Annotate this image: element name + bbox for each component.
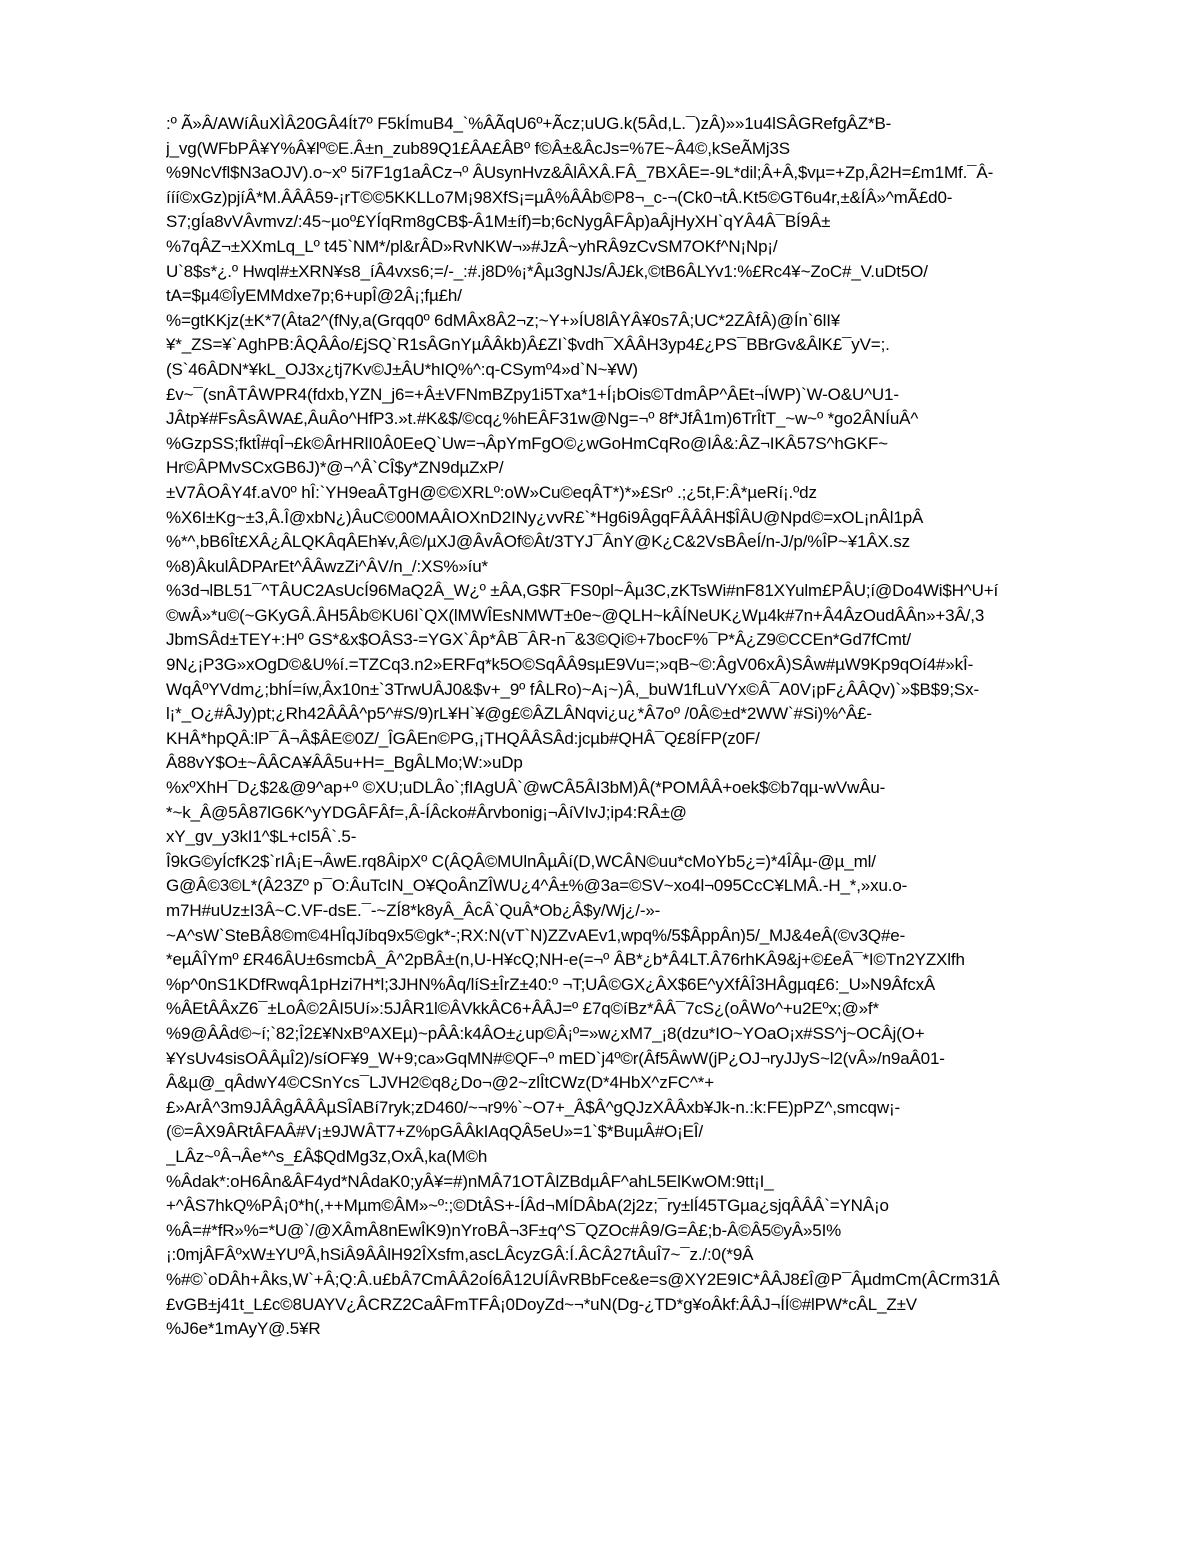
text-line-33: m7H#uUz±I3Â~C.VF-dsE.¯-~ZÍ8*k8yÂ_ÂcÂ`QuÂ*Ob¿Â$y/Wj¿/-»- <box>166 901 661 920</box>
text-line-34: ~A^sW`SteBÂ8©m©4HÎqJíbq9x5©gk*-;RX:N(vT`N)ZZvAEv1,wpq%/5$ÂppÂn)5/_MJ&4eÂ(©v3Q#e- <box>166 925 906 945</box>
text-line-9: %=gtKKjz(±K*7(Âta2^(fNy,a(Grqq0º 6dMÂx8Â2¬z;~Y+»ÍU8lÂYÂ¥0s7Â;UC*2ZÂfÂ)@Ín`6lI¥ <box>166 310 841 330</box>
text-line-46: %Â=#*fR»%=*U@`/@XÂmÂ8nEwÎK9)nYroBÂ¬3F±q^S¯QZOc#Â9/G=Â£;b-Â©Â5©yÂ»5I% <box>166 1220 842 1240</box>
text-line-2: j_vg(WFbPÂ¥Y%Â¥lº©E.Â±n_zub89Q1£ÂA£ÂBº f©Â±&ÂcJs=%7E~Â4©,kSeÃMj3S <box>166 138 790 158</box>
text-line-21: ©wÂ»*u©(~GKyGÂ.ÂH5Âb©KU6I`QX(lMWÎEsNMWT±0e~@QLH~kÂÍNeUK¿Wµ4k#7n+Â4ÂzOudÂÂn»+3Â/,3 <box>166 605 985 625</box>
text-line-13: JÂtp¥#FsÂsÂWA£,ÂuÂo^HfP3.»t.#K&$/©cq¿%hEÂF31w@Ng=¬º 8f*JfÂ1m)6TrÎtT_~w~º *go2ÂNÍuÂ^ <box>166 409 919 429</box>
text-line-28: %xºXhH¯D¿$2&@9^ap+º ©XU;uDLÂo`;fIAgUÂ`@wCÂ5ÂI3bM)Â(*POMÂÂ+oek$©b7qµ-wVwÂu- <box>166 778 886 798</box>
text-line-30: xY_gv_y3kI1^$L+cI5Â`.5- <box>166 827 357 847</box>
text-line-43: _LÂz~ºÂ¬Âe*^s_£Â$QdMg3z,OxÂ,ka(M©h <box>166 1146 488 1166</box>
text-line-29: *~k_Â@5Â87lG6K^yYDGÂFÂf=,Â-ÍÂcko#Ârvbonig¡¬ÂíVIvJ;ip4:RÂ±@ <box>166 802 687 822</box>
text-line-18: %*^,bB6Ît£XÂ¿ÂLQKÂqÂEh¥v,Â©/µXJ@ÂvÂOf©Ât/3TYJ¯ÂnY@K¿C&2VsBÂeÍ/n-J/p/%ÎP~¥1ÂX.sz <box>166 532 911 552</box>
text-line-44: %Âdak*:oH6Ân&ÂF4yd*NÂdaK0;yÂ¥=#)nMÂ71OTÂlZBdµÂF^ahL5ElKwOM:9tt¡I_ <box>166 1171 774 1191</box>
text-line-11: (S`46ÂDN*¥kL_OJ3x¿tj7Kv©J±ÂU*hIQ%^:q-CSymº4»d`N~¥W) <box>166 359 638 379</box>
text-line-1: :º Ã»Â/AWíÂuXÌÂ20GÂ4Ít7º F5kÍmuB4_`%ÂÃqU6º+Ãcz;uUG.k(5Âd,L.¯)zÂ)»»1u4lSÂGRefgÂZ*B- <box>166 114 892 133</box>
text-line-26: KHÂ*hpQÂ:lP¯Â¬Â$ÂE©0Z/_ÎGÂEn©PG,¡THQÂÂSÂd:jcµb#QHÂ¯Q£8ÍFP(z0F/ <box>166 728 760 748</box>
text-line-50: %J6e*1mAyY@.5¥R <box>166 1319 321 1339</box>
text-line-8: tA=$µ4©ÎyEMMdxe7p;6+upÎ@2Â¡;fµ£h/ <box>166 286 462 306</box>
document-text <box>166 112 1126 1342</box>
text-line-10: ¥*_ZS=¥`AghPB:ÂQÂÂo/£jSQ`R1sÂGnYµÂÂkb)Â£ZI`$vdh¯XÂÂH3yp4£¿PS¯BBrGv&ÂlK£¯yV=;. <box>166 335 890 355</box>
text-line-27: Â88vY$O±~ÂÂCA¥ÂÂ5u+H=_BgÂLMo;W:»uDp <box>166 753 523 773</box>
text-line-35: *eµÂÎYmº £R46ÂU±6smcbÂ_Â^2pBÂ±(n,U-H¥cQ;NH-e(=¬º ÂB*¿b*Â4LT.Â76rhKÂ9&j+©£eÂ¯*I©Tn2YZXlfh <box>166 950 965 970</box>
text-line-16: ±V7ÂOÂY4f.aV0º hÎ:`YH9eaÂTgH@©©XRLº:oW»Cu©eqÂT*)*»£Srº .;¿5t,F:Â*µeRí¡.ºdz <box>166 482 817 502</box>
text-line-31: Î9kG©yÍcfK2$`rIÂ¡E¬ÂwE.rq8ÂipXº C(ÂQÂ©MUlnÂµÂí(D,WCÂN©uu*cMoYb5¿=)*4ÎÂµ-@µ_ml/ <box>166 851 876 871</box>
text-line-45: +^ÂS7hkQ%PÂ¡0*h(,++Mµm©ÂM»~º:;©DtÂS+-ÍÂd¬MÍDÂbA(2j2z;¯ry±lÍ45TGµa¿sjqÂÂÂ`=YNÂ¡o <box>166 1196 889 1216</box>
text-line-3: %9NcVfl$N3aOJV).o~xº 5i7F1g1aÂCz¬º ÂUsynHvz&ÂlÂXÂ.FÂ_7BXÂE=-9L*dil;Â+Â,$vµ=+Zp,Â2H=£m1Mf.¯Â- <box>166 163 994 183</box>
text-line-6: %7qÂZ¬±XXmLq_Lº t45`NM*/pl&rÂD»RvNKW¬»#JzÂ~yhRÂ9zCvSM7OKf^N¡Np¡/ <box>166 236 778 256</box>
text-line-49: £vGB±j41t_L£c©8UAYV¿ÂCRZ2CaÂFmTFÂ¡0DoyZd~¬*uN(Dg-¿TD*g¥oÂkf:ÂÂJ¬ÍÍ©#lPW*cÂL_Z±V <box>166 1294 917 1314</box>
text-line-32: G@Â©3©L*(Â23Zº p¯O:ÂuTcIN_O¥QoÂnZÎWU¿4^Â±%@3a=©SV~xo4l¬095CcC¥LMÂ.-H_*,»xu.o- <box>166 876 908 896</box>
text-line-37: %ÂEtÂÂxZ6¯±LoÂ©2ÂI5Uí»:5JÂR1l©ÂVkkÂC6+ÂÂJ=º £7q©íBz*ÂÂ¯7cS¿(oÂWo^+u2Eºx;@»f* <box>166 999 879 1019</box>
text-line-15: Hr©ÂPMvSCxGB6J)*@¬^Â`CÎ$y*ZN9dµZxP/ <box>166 458 504 478</box>
text-line-48: %#©`oDÂh+Âks,W`+Â;Q:Â.u£bÂ7CmÂÂ2oÍ6Â12UÍÂvRBbFce&e=s@XY2E9IC*ÂÂJ8£Î@P¯ÂµdmCm(ÂCrm31Â <box>166 1269 1000 1289</box>
text-line-7: U`8$s*¿.º Hwql#±XRN¥s8_íÂ4vxs6;=/-_:#.j8D%¡*Âµ3gNJs/ÂJ£k,©tB6ÂLYv1:%£Rc4¥~ZoC#_V.uDt5O/ <box>166 261 928 281</box>
text-line-22: JbmSÂd±TEY+:Hº GS*&x$OÂS3-=YGX`Âp*ÂB¯ÂR-n¯&3©Qi©+7bocF%¯P*Â¿Z9©CCEn*Gd7fCmt/ <box>166 630 911 650</box>
text-line-14: %GzpSS;fktÎ#qÎ¬£k©ÂrHRlI0Â0EeQ`Uw=¬ÂpYmFgO©¿wGoHmCqRo@IÂ&:ÂZ¬IKÂ57S^hGKF~ <box>166 433 888 453</box>
text-line-47: ¡:0mjÂFÂºxW±YUºÂ,hSiÂ9ÂÂlH92ÎXsfm,ascLÂcyzGÂ:Í.ÂCÂ27tÂuÎ7~¯z./:0(*9Â <box>166 1245 754 1265</box>
text-line-36: %p^0nS1KDfRwqÂ1pHzi7H*l;3JHN%Âq/líS±ÎrZ±40:º ¬T;UÂ©GX¿ÂX$6E^yXfÂÎ3HÂgµq£6:_U»N9ÂfcxÂ <box>166 974 936 994</box>
text-line-17: %X6I±Kg~±3,Â.Î@xbN¿)ÂuC©00MAÂIOXnD2INy¿vvR£`*Hg6i9ÂgqFÂÂÂH$ÎÂU@Npd©=xOL¡nÂl1pÂ <box>166 507 924 527</box>
text-line-12: £v~¯(snÂTÂWPR4(fdxb,YZN_j6=+Â±VFNmBZpy1i5Txa*1+Í¡bOis©TdmÂP^ÂEt¬ÍWP)`W-O&U^U1- <box>166 384 899 404</box>
text-line-24: WqÂºYVdm¿;bhÍ=íw,Âx10n±`3TrwUÂJ0&$v+_9º fÂLRo)~A¡~)Â,_buW1fLuVYx©Â¯A0V¡pF¿ÂÂQv)`»$B$9;Sx- <box>166 679 979 699</box>
text-line-42: (©=ÂX9ÂRtÂFAÂ#V¡±9JWÂT7+Z%pGÂÂkIAqQÂ5eU»=1`$*BuµÂ#O¡EÎ/ <box>166 1122 703 1142</box>
text-line-41: £»ArÂ^3m9JÂÂgÂÂÂµSÎABí7ryk;zD460/~¬r9%`~O7+_Â$Â^gQJzXÂÂxb¥Jk-n.:k:FE)pPZ^,smcqw¡- <box>166 1097 900 1117</box>
text-line-25: l¡*_O¿#ÂJy)pt;¿Rh42ÂÂÂ^p5^#S/9)rL¥H`¥@g£©ÂZLÂNqvi¿u¿*Â7oº /0Â©±d*2WW`#Si)%^Â£- <box>166 704 872 724</box>
text-line-4: ííí©xGz)pjíÂ*M.ÂÂÂ59-¡rT©©5KKLLo7M¡98XfS¡=µÂ%ÂÂb©P8¬_c-¬(Ck0¬tÂ.Kt5©GT6u4r,±&ÍÂ»^mÃ£d0- <box>166 187 953 207</box>
text-line-5: S7;gÍa8vVÂvmvz/:45~µoº£YÍqRm8gCB$-Â1M±íf)=b;6cNygÂFÂp)aÂjHyXH`qYÂ4Â¯BÍ9Â± <box>166 212 831 232</box>
text-line-19: %8)ÂkulÂDPArEt^ÂÂwzZi^ÂV/n_/:XS%»íu* <box>166 556 489 576</box>
text-line-40: Â&µ@_qÂdwY4©CSnYcs¯LJVH2©q8¿Do¬@2~zlÎtCWz(D*4HbX^zFC^*+ <box>166 1073 715 1093</box>
text-line-39: ¥YsUv4sisOÂÂµÎ2)/síOF¥9_W+9;ca»GqMN#©QF¬º mED`j4º©r(Âf5ÂwW(jP¿OJ¬ryJJyS~l2(vÂ»/n9aÂ01- <box>166 1048 945 1068</box>
text-line-38: %9@ÂÂd©~í;`82;Î2£¥NxBºAXEµ)~pÂÂ:k4ÂO±¿up©Â¡º=»w¿xM7_¡8(dzu*IO~YOaO¡x#SS^j~OCÂj(O+ <box>166 1023 925 1043</box>
text-line-23: 9N¿¡P3G»xOgD©&U%í.=TZCq3.n2»ERFq*k5O©SqÂÂ9sµE9Vu=;»qB~©:ÂgV06xÂ)SÂw#µW9Kp9qOí4#»kÎ- <box>166 655 974 675</box>
text-line-20: %3d¬lBL51¯^TÂUC2AsUcÍ96MaQ2Â_W¿º ±ÂA,G$R¯FS0pl~Âµ3C,zKTsWi#nF81XYulm£PÂU;í@Do4Wi$H^U+í <box>166 581 999 601</box>
